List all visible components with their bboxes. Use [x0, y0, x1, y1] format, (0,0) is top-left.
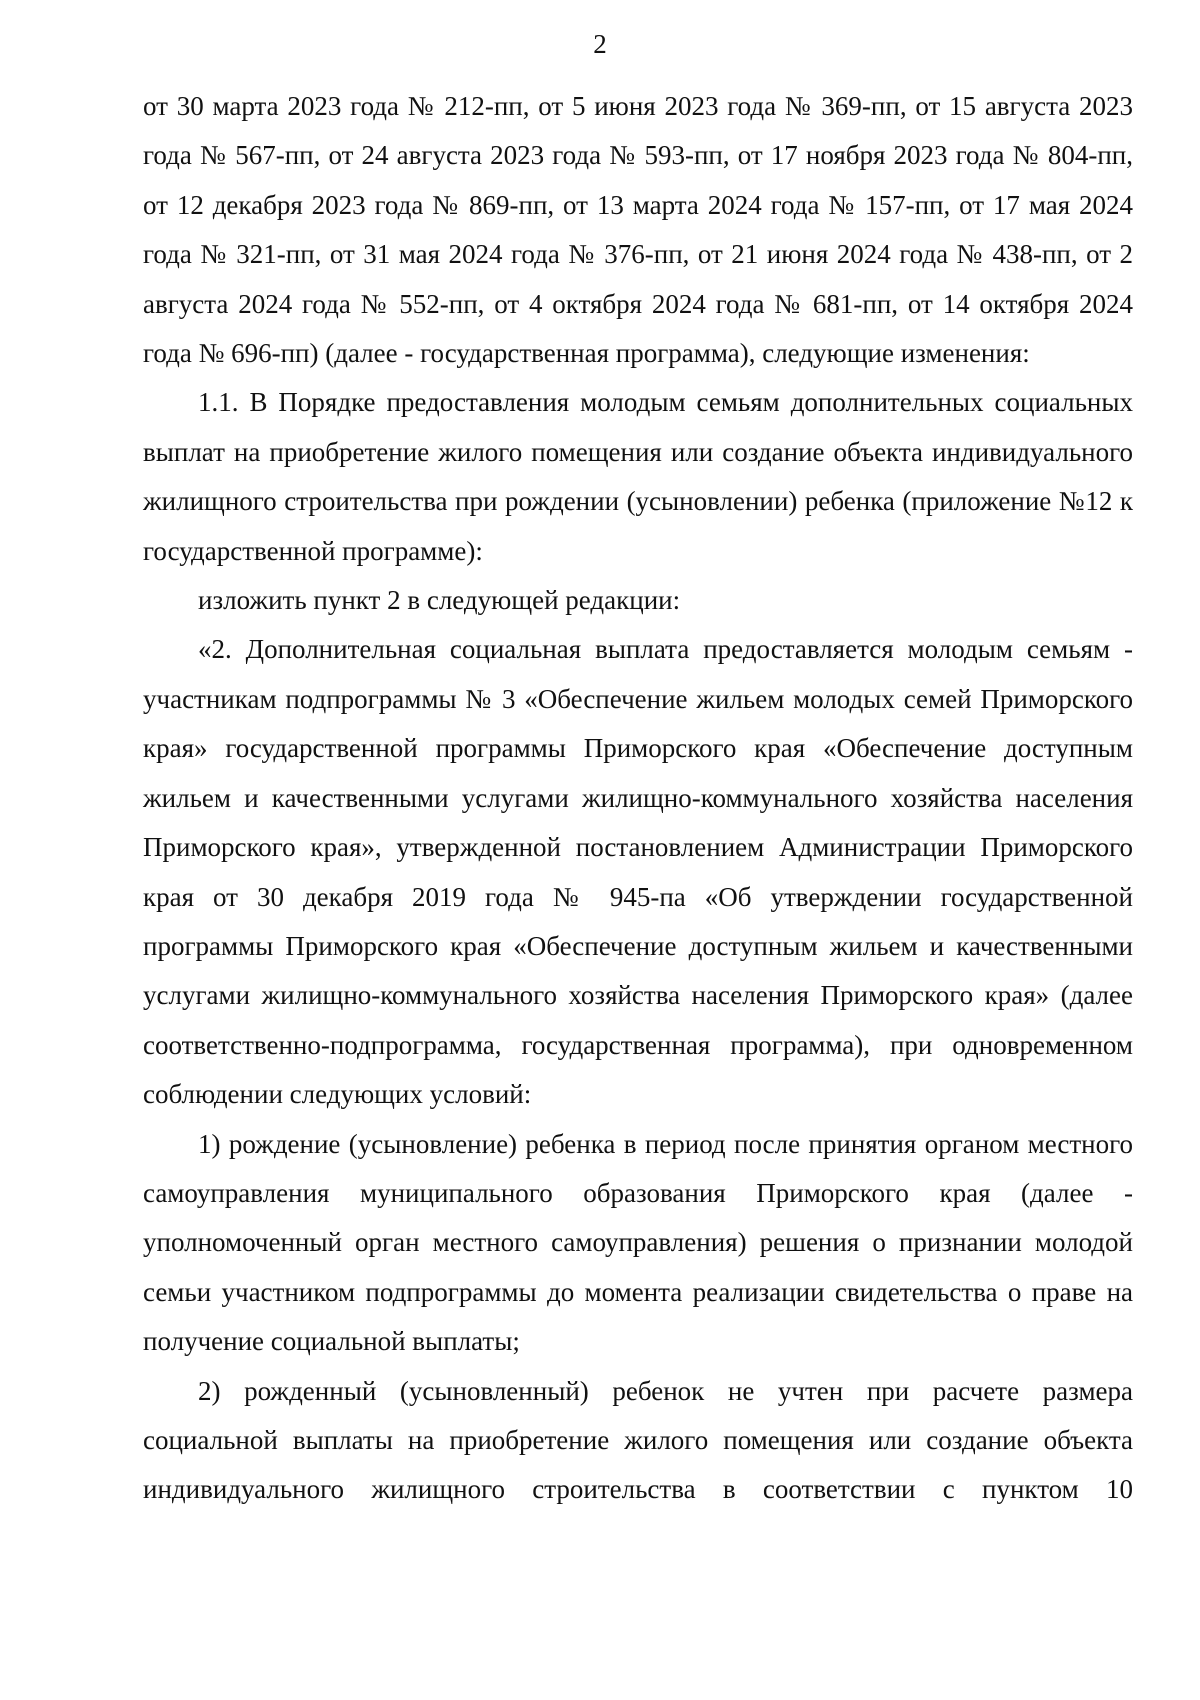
document-body	[143, 82, 1133, 1515]
paragraph-clause-2: «2. Дополнительная социальная выплата предоставляется молодым семьям - участникам подпрограммы № 3 «Обеспечение жильем молодых семей Приморского края» государственной программы Приморского края «Обеспечение доступным жильем и качественными услугами жилищно-коммунального хозяйства населения Приморского края», утвержденной постановлением Администрации Приморского края от 30 декабря 2019 года № 945-па «Об утверждении государственной программы Приморского края «Обеспечение доступным жильем и качественными услугами жилищно-коммунального хозяйства населения Приморского края» (далее соответственно-подпрограмма, государственная программа), при одновременном соблюдении следующих условий:	[143, 634, 1133, 1110]
paragraph-amendments-list: от 30 марта 2023 года № 212-пп, от 5 июня 2023 года № 369-пп, от 15 августа 2023 года № 567-пп, от 24 августа 2023 года № 593-пп, от 17 ноября 2023 года № 804-пп, от 12 декабря 2023 года № 869-пп, от 13 марта 2024 года № 157-пп, от 17 мая 2024 года № 321-пп, от 31 мая 2024 года № 376-пп, от 21 июня 2024 года № 438-пп, от 2 августа 2024 года № 552-пп, от 4 октября 2024 года № 681-пп, от 14 октября 2024 года № 696-пп) (далее - государственная программа), следующие изменения:	[143, 91, 1133, 369]
paragraph-instruction: изложить пункт 2 в следующей редакции:	[198, 585, 681, 616]
page-number: 2	[593, 29, 607, 59]
paragraph-condition-1: 1) рождение (усыновление) ребенка в период после принятия органом местного самоуправления муниципального образования Приморского края (далее - уполномоченный орган местного самоуправления) решения о признании молодой семьи участником подпрограммы до момента реализации свидетельства о праве на получение социальной выплаты;	[143, 1128, 1133, 1357]
paragraph-condition-2: 2) рожденный (усыновленный) ребенок не учтен при расчете размера социальной выплаты на приобретение жилого помещения или создание объекта индивидуального жилищного строительства в соответствии с пунктом 10	[143, 1375, 1133, 1505]
paragraph-clause-1-1: 1.1. В Порядке предоставления молодым семьям дополнительных социальных выплат на приобретение жилого помещения или создание объекта индивидуального жилищного строительства при рождении (усыновлении) ребенка (приложение №12 к государственной программе):	[143, 387, 1133, 566]
